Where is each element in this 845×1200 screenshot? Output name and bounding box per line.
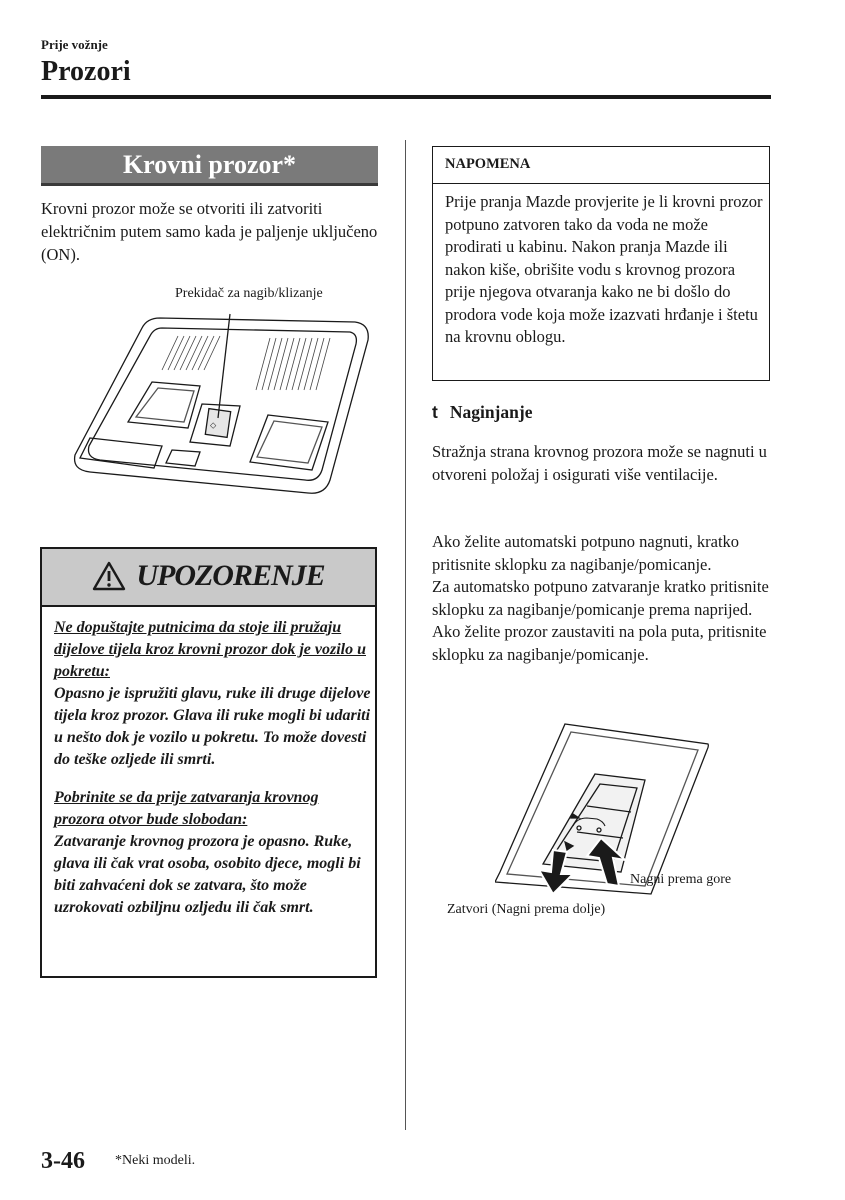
tilt-switch-illustration xyxy=(495,722,710,897)
instruction-line: Ako želite automatski potpuno nagnuti, kratko pritisnite sklopku za nagibanje/pomicanje. xyxy=(432,532,740,574)
figure-label-switch: Prekidač za nagib/klizanje xyxy=(175,286,323,301)
figure-label-close: Zatvori (Nagni prema dolje) xyxy=(447,902,606,917)
warning-p1-body: Opasno je ispružiti glavu, ruke ili druge dijelove tijela kroz prozor. Glava ili ruke mogli bi udariti u nešto dok je vozilo u pokretu. To može dovesti do teške ozljede ili smrti. xyxy=(54,685,371,768)
subsection-bullet: t xyxy=(432,402,438,422)
column-divider xyxy=(405,140,406,1130)
warning-triangle-icon xyxy=(92,561,126,591)
warning-title: UPOZORENJE xyxy=(136,559,325,592)
page-number: 3-46 xyxy=(41,1148,85,1174)
warning-p2-body: Zatvaranje krovnog prozora je opasno. Ruke, glava ili čak vrat osoba, osobito djece, mogli bi biti zahvaćeni dok se zatvara, što može uzrokovati ozbiljnu ozljedu ili čak smrt. xyxy=(54,833,361,916)
tilt-instructions xyxy=(432,531,777,666)
tilt-description: Stražnja strana krovnog prozora može se nagnuti u otvoreni položaj i osigurati više ventilacije. xyxy=(432,442,767,484)
title-rule xyxy=(41,95,771,99)
instruction-line: Za automatsko potpuno zatvaranje kratko pritisnite sklopku za nagibanje/pomicanje prema naprijed. xyxy=(432,577,769,619)
subsection-title: Naginjanje xyxy=(449,402,533,422)
subsection-heading xyxy=(432,402,532,423)
figure-label-tilt-up: Nagni prema gore xyxy=(630,872,732,887)
overhead-console-illustration xyxy=(50,300,380,500)
warning-box xyxy=(40,547,377,978)
svg-text:⬦: ⬦ xyxy=(210,421,217,431)
breadcrumb: Prije vožnje xyxy=(41,37,108,52)
warning-header xyxy=(42,549,375,607)
warning-p1-lead: Ne dopuštajte putnicima da stoje ili pružaju dijelove tijela kroz krovni prozor dok je vozilo u pokretu: xyxy=(54,619,366,680)
warning-p2-lead: Pobrinite se da prije zatvaranja krovnog prozora otvor bude slobodan: xyxy=(54,789,319,828)
page-title: Prozori xyxy=(41,56,131,87)
footnote: *Neki modeli. xyxy=(115,1153,196,1168)
section-title: Krovni prozor* xyxy=(41,146,378,183)
note-body: Prije pranja Mazde provjerite je li krovni prozor potpuno zatvoren tako da voda ne može prodirati u kabinu. Nakon pranja Mazde ili nakon kiše, obrišite vodu s krovnog prozora prije njegova otvaranja kako ne bi došlo do prodora vode koja može izazvati hrđanje i štetu na krovnu oblogu. xyxy=(445,192,763,346)
note-box xyxy=(432,146,770,381)
note-title: NAPOMENA xyxy=(433,147,769,184)
intro-paragraph: Krovni prozor može se otvoriti ili zatvoriti električnim putem samo kada je paljenje uključeno (ON). xyxy=(41,199,378,264)
warning-body xyxy=(54,617,372,935)
instruction-line: Ako želite prozor zaustaviti na pola puta, pritisnite sklopku za nagibanje/pomicanje. xyxy=(432,622,767,664)
